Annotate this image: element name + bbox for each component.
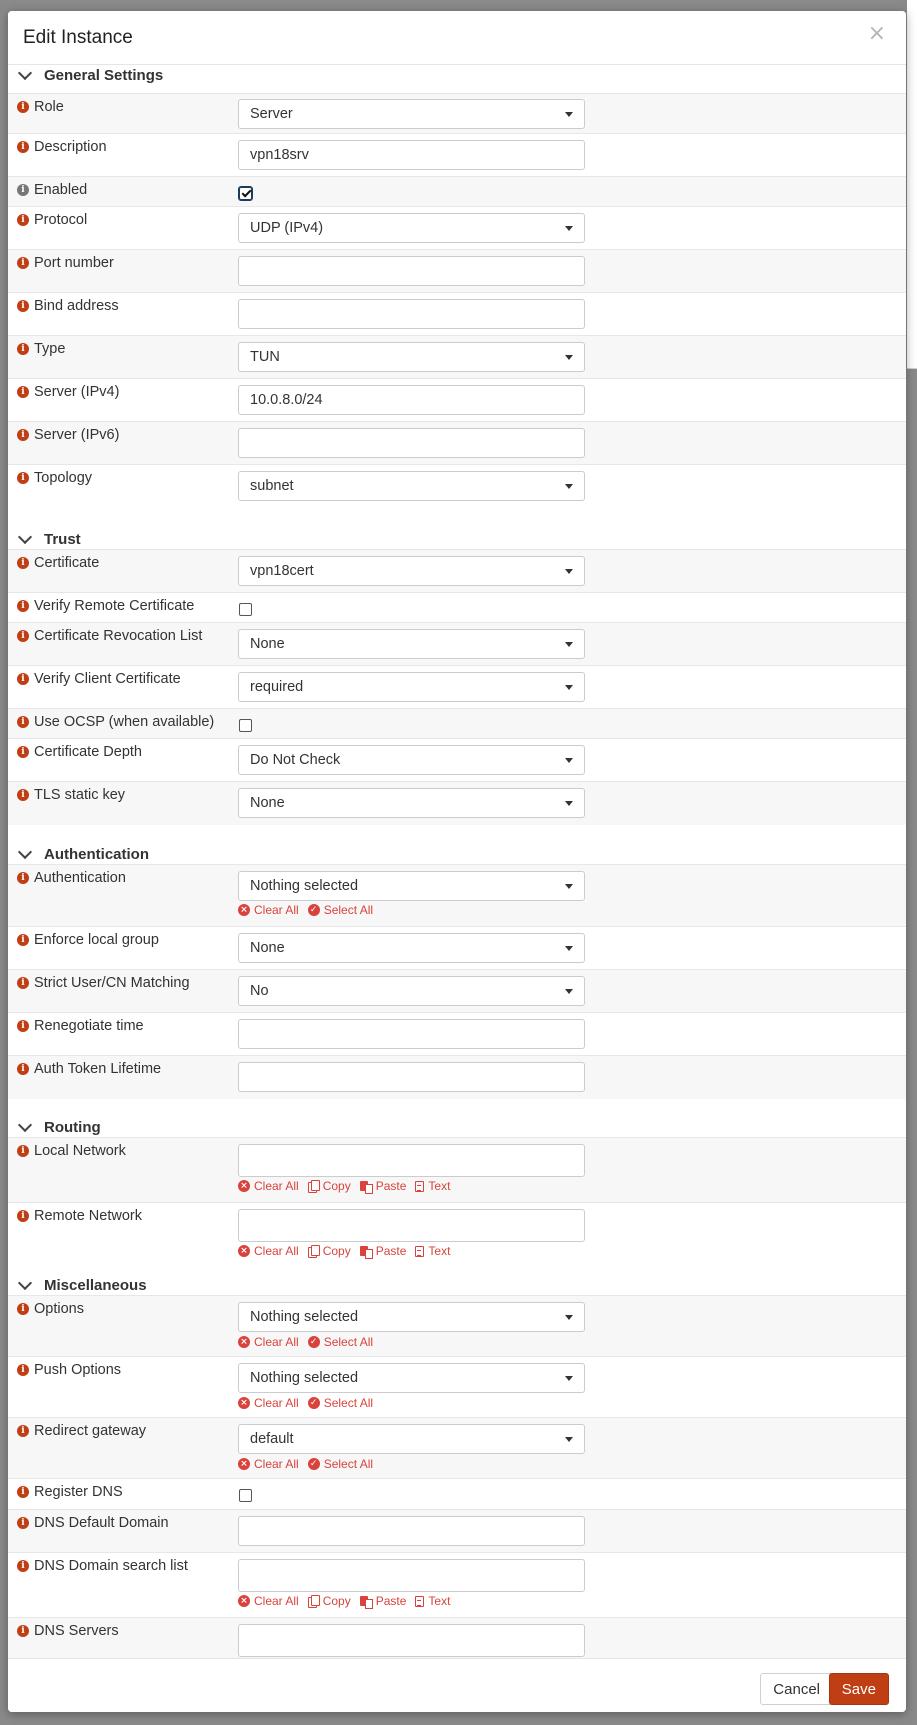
info-icon[interactable]: i <box>17 977 29 989</box>
field-label: Topology <box>34 470 93 486</box>
field-label: Type <box>34 341 66 357</box>
select-all-link[interactable] <box>308 1457 373 1471</box>
section-miscellaneous[interactable] <box>8 1273 906 1297</box>
info-icon[interactable]: i <box>17 1210 29 1222</box>
redirect-gateway-select[interactable] <box>238 1424 585 1454</box>
info-icon[interactable]: i <box>17 630 29 642</box>
field-label: Register DNS <box>34 1484 123 1500</box>
field-label: Description <box>34 139 107 155</box>
text-link[interactable] <box>415 1594 450 1608</box>
caret-down-icon <box>565 884 573 889</box>
select-tools <box>238 1396 382 1410</box>
paste-link[interactable] <box>360 1244 407 1258</box>
tool-label: Clear All <box>254 903 299 917</box>
select-value: subnet <box>250 478 294 494</box>
info-icon[interactable]: i <box>17 1560 29 1572</box>
info-icon[interactable]: i <box>17 1364 29 1376</box>
field-label: Verify Client Certificate <box>34 671 181 687</box>
row-bind-address <box>8 292 906 336</box>
select-value: TUN <box>250 349 280 365</box>
field-label: Auth Token Lifetime <box>34 1061 162 1077</box>
row-dns-servers <box>8 1617 906 1659</box>
server-ipv6-input[interactable] <box>238 428 585 458</box>
info-icon[interactable]: i <box>17 1486 29 1498</box>
crl-select[interactable] <box>238 629 585 659</box>
caret-down-icon <box>565 1376 573 1381</box>
row-local-network <box>8 1137 906 1203</box>
clear-all-link[interactable] <box>238 1396 299 1410</box>
save-button[interactable]: Save <box>829 1673 889 1705</box>
chevron-down-icon <box>18 530 32 544</box>
type-select[interactable] <box>238 342 585 372</box>
tool-label: Clear All <box>254 1335 299 1349</box>
renegotiate-time-input[interactable] <box>238 1019 585 1049</box>
row-tls-static-key <box>8 781 906 825</box>
row-renegotiate-time <box>8 1012 906 1056</box>
tool-label: Clear All <box>254 1396 299 1410</box>
caret-down-icon <box>565 226 573 231</box>
topology-select[interactable] <box>238 471 585 501</box>
caret-down-icon <box>565 946 573 951</box>
text-link[interactable] <box>415 1244 450 1258</box>
tool-label: Text <box>428 1594 451 1608</box>
clear-icon: × <box>238 1245 250 1257</box>
section-trust[interactable] <box>8 527 906 551</box>
select-tools <box>238 903 382 917</box>
select-all-link[interactable] <box>308 903 373 917</box>
clear-all-link[interactable] <box>238 1179 299 1193</box>
remote-network-textarea[interactable] <box>238 1209 585 1242</box>
section-general-settings[interactable] <box>8 65 906 87</box>
field-label: Options <box>34 1301 84 1317</box>
modal-title: Edit Instance <box>23 27 133 48</box>
background-page-strip <box>907 0 917 105</box>
row-authentication <box>8 864 906 927</box>
tool-label: Text <box>428 1179 451 1193</box>
row-push-options <box>8 1356 906 1418</box>
info-icon[interactable]: i <box>17 673 29 685</box>
tool-label: Select All <box>323 1457 374 1471</box>
info-icon[interactable]: i <box>17 934 29 946</box>
row-remote-network <box>8 1202 906 1268</box>
dns-domain-search-list-textarea[interactable] <box>238 1559 585 1592</box>
chevron-down-icon <box>18 1118 32 1132</box>
select-value: None <box>250 940 285 956</box>
field-label: Enforce local group <box>34 932 159 948</box>
caret-down-icon <box>565 1315 573 1320</box>
field-label: Authentication <box>34 870 126 886</box>
clear-all-link[interactable] <box>238 1244 299 1258</box>
select-value: Nothing selected <box>250 878 359 894</box>
section-title: General Settings <box>44 66 164 84</box>
select-value: None <box>250 795 285 811</box>
select-value: UDP (IPv4) <box>250 220 324 236</box>
options-select[interactable] <box>238 1302 585 1332</box>
verify-client-certificate-select[interactable] <box>238 672 585 702</box>
info-icon[interactable]: i <box>17 1145 29 1157</box>
row-role <box>8 93 906 134</box>
modal-footer <box>8 1658 906 1712</box>
info-icon[interactable]: i <box>17 429 29 441</box>
info-icon[interactable]: i <box>17 214 29 226</box>
role-select[interactable] <box>238 99 585 129</box>
info-icon[interactable]: i <box>17 386 29 398</box>
select-all-link[interactable] <box>308 1396 373 1410</box>
edit-instance-modal <box>8 11 906 1712</box>
modal-header <box>8 11 906 65</box>
field-label: Renegotiate time <box>34 1018 144 1034</box>
tool-label: Select All <box>323 903 374 917</box>
caret-down-icon <box>565 355 573 360</box>
field-label: Server (IPv4) <box>34 384 120 400</box>
tls-static-key-select[interactable] <box>238 788 585 818</box>
section-title: Routing <box>44 1118 101 1136</box>
info-icon[interactable]: i <box>17 300 29 312</box>
certificate-select[interactable] <box>238 556 585 586</box>
field-label: TLS static key <box>34 787 126 803</box>
info-icon[interactable]: i <box>17 101 29 113</box>
clear-icon: × <box>238 904 250 916</box>
info-icon[interactable]: i <box>17 472 29 484</box>
row-description <box>8 133 906 177</box>
paste-link[interactable] <box>360 1594 407 1608</box>
info-icon[interactable]: i <box>17 1020 29 1032</box>
caret-down-icon <box>565 642 573 647</box>
file-text-icon <box>415 1596 424 1607</box>
clear-icon: × <box>238 1397 250 1409</box>
row-certificate-depth <box>8 738 906 782</box>
caret-down-icon <box>565 801 573 806</box>
clear-icon: × <box>238 1595 250 1607</box>
info-icon[interactable]: i <box>17 141 29 153</box>
clear-icon: × <box>238 1458 250 1470</box>
row-strict-cn-matching <box>8 969 906 1013</box>
tool-label: Copy <box>322 1594 351 1608</box>
select-value: Server <box>250 106 293 122</box>
row-enforce-local-group <box>8 926 906 970</box>
field-label: Port number <box>34 255 114 271</box>
caret-down-icon <box>565 112 573 117</box>
check-icon: ✓ <box>308 1336 320 1348</box>
copy-icon <box>308 1595 319 1607</box>
enforce-local-group-select[interactable] <box>238 933 585 963</box>
chevron-down-icon <box>18 66 32 80</box>
select-value: required <box>250 679 304 695</box>
local-network-textarea[interactable] <box>238 1144 585 1177</box>
row-redirect-gateway <box>8 1417 906 1479</box>
section-authentication[interactable] <box>8 842 906 866</box>
row-verify-remote-certificate <box>8 592 906 623</box>
select-value: default <box>250 1431 294 1447</box>
field-label: Redirect gateway <box>34 1423 147 1439</box>
chevron-down-icon <box>18 845 32 859</box>
tool-label: Select All <box>323 1335 374 1349</box>
clear-icon: × <box>238 1180 250 1192</box>
field-label: Bind address <box>34 298 119 314</box>
tokenize-tools <box>238 1179 459 1193</box>
caret-down-icon <box>565 569 573 574</box>
field-label: Local Network <box>34 1143 126 1159</box>
info-icon[interactable]: i <box>17 789 29 801</box>
modal-body <box>8 65 906 1659</box>
dns-default-domain-input[interactable] <box>238 1516 585 1546</box>
row-server-ipv6 <box>8 421 906 465</box>
row-dns-default-domain <box>8 1509 906 1553</box>
info-icon[interactable]: i <box>17 1425 29 1437</box>
close-icon[interactable]: × <box>867 21 886 46</box>
chevron-down-icon <box>18 1276 32 1290</box>
paste-link[interactable] <box>360 1179 407 1193</box>
copy-link[interactable] <box>308 1594 351 1608</box>
field-label: Certificate Depth <box>34 744 142 760</box>
paste-icon <box>360 1245 372 1257</box>
field-label: Server (IPv6) <box>34 427 120 443</box>
description-input[interactable] <box>238 140 585 170</box>
row-use-ocsp <box>8 708 906 739</box>
input-value: 10.0.8.0/24 <box>250 392 323 408</box>
tokenize-tools <box>238 1244 459 1258</box>
info-icon[interactable]: i <box>17 1063 29 1075</box>
register-dns-checkbox[interactable] <box>239 1489 252 1502</box>
row-server-ipv4 <box>8 378 906 422</box>
tool-label: Text <box>428 1244 451 1258</box>
select-value: No <box>250 983 269 999</box>
tool-label: Paste <box>375 1244 407 1258</box>
info-icon[interactable]: i <box>17 716 29 728</box>
info-icon[interactable]: i <box>17 557 29 569</box>
copy-icon <box>308 1245 319 1257</box>
caret-down-icon <box>565 1437 573 1442</box>
row-verify-client-certificate <box>8 665 906 709</box>
tool-label: Copy <box>322 1244 351 1258</box>
clear-all-link[interactable] <box>238 903 299 917</box>
protocol-select[interactable] <box>238 213 585 243</box>
section-title: Miscellaneous <box>44 1276 147 1294</box>
tool-label: Paste <box>375 1594 407 1608</box>
text-link[interactable] <box>415 1179 450 1193</box>
info-icon[interactable]: i <box>17 600 29 612</box>
clear-all-link[interactable] <box>238 1594 299 1608</box>
verify-remote-certificate-checkbox[interactable] <box>239 603 252 616</box>
authentication-select[interactable] <box>238 871 585 901</box>
row-enabled <box>8 176 906 207</box>
field-label: Verify Remote Certificate <box>34 598 195 614</box>
select-value: None <box>250 636 285 652</box>
row-dns-domain-search-list <box>8 1552 906 1618</box>
field-label: Certificate <box>34 555 100 571</box>
info-icon[interactable]: i <box>17 184 29 196</box>
info-icon[interactable]: i <box>17 1303 29 1315</box>
auth-token-lifetime-input[interactable] <box>238 1062 585 1092</box>
info-icon[interactable]: i <box>17 1517 29 1529</box>
row-options <box>8 1295 906 1357</box>
info-icon[interactable]: i <box>17 872 29 884</box>
select-value: Nothing selected <box>250 1370 359 1386</box>
field-label: Certificate Revocation List <box>34 628 203 644</box>
row-certificate <box>8 549 906 593</box>
caret-down-icon <box>565 989 573 994</box>
row-certificate-revocation-list <box>8 622 906 666</box>
strict-cn-matching-select[interactable] <box>238 976 585 1006</box>
tool-label: Select All <box>323 1396 374 1410</box>
caret-down-icon <box>565 685 573 690</box>
select-value: Nothing selected <box>250 1309 359 1325</box>
select-value: vpn18cert <box>250 563 314 579</box>
tool-label: Clear All <box>254 1179 299 1193</box>
paste-icon <box>360 1595 372 1607</box>
select-tools <box>238 1335 382 1349</box>
dns-servers-textarea[interactable] <box>238 1624 585 1657</box>
file-text-icon <box>415 1181 424 1192</box>
file-text-icon <box>415 1246 424 1257</box>
bind-address-input[interactable] <box>238 299 585 329</box>
field-label: Use OCSP (when available) <box>34 714 215 730</box>
field-label: Remote Network <box>34 1208 142 1224</box>
copy-link[interactable] <box>308 1179 351 1193</box>
port-number-input[interactable] <box>238 256 585 286</box>
caret-down-icon <box>565 758 573 763</box>
field-label: Role <box>34 99 64 115</box>
info-icon[interactable]: i <box>17 257 29 269</box>
caret-down-icon <box>565 484 573 489</box>
server-ipv4-input[interactable] <box>238 385 585 415</box>
certificate-depth-select[interactable] <box>238 745 585 775</box>
row-register-dns <box>8 1478 906 1510</box>
use-ocsp-checkbox[interactable] <box>239 719 252 732</box>
enabled-checkbox[interactable] <box>239 187 252 200</box>
clear-icon: × <box>238 1336 250 1348</box>
section-title: Authentication <box>44 845 149 863</box>
tool-label: Clear All <box>254 1244 299 1258</box>
field-label: DNS Domain search list <box>34 1558 188 1574</box>
row-protocol <box>8 206 906 250</box>
copy-link[interactable] <box>308 1244 351 1258</box>
clear-all-link[interactable] <box>238 1457 299 1471</box>
row-topology <box>8 464 906 508</box>
clear-all-link[interactable] <box>238 1335 299 1349</box>
select-value: Do Not Check <box>250 752 341 768</box>
row-port-number <box>8 249 906 293</box>
tool-label: Paste <box>375 1179 407 1193</box>
field-label: DNS Servers <box>34 1623 119 1639</box>
row-type <box>8 335 906 379</box>
section-routing[interactable] <box>8 1115 906 1139</box>
tokenize-tools <box>238 1594 459 1608</box>
push-options-select[interactable] <box>238 1363 585 1393</box>
paste-icon <box>360 1180 372 1192</box>
field-label: DNS Default Domain <box>34 1515 169 1531</box>
info-icon[interactable]: i <box>17 343 29 355</box>
check-icon: ✓ <box>308 1397 320 1409</box>
tool-label: Clear All <box>254 1594 299 1608</box>
field-label: Enabled <box>34 182 88 198</box>
copy-icon <box>308 1180 319 1192</box>
row-auth-token-lifetime <box>8 1055 906 1099</box>
background-page-strip <box>907 104 917 369</box>
tool-label: Clear All <box>254 1457 299 1471</box>
select-tools <box>238 1457 382 1471</box>
info-icon[interactable]: i <box>17 1625 29 1637</box>
tool-label: Copy <box>322 1179 351 1193</box>
section-title: Trust <box>44 530 81 548</box>
cancel-button[interactable]: Cancel <box>760 1673 833 1705</box>
select-all-link[interactable] <box>308 1335 373 1349</box>
check-icon: ✓ <box>308 1458 320 1470</box>
field-label: Protocol <box>34 212 88 228</box>
field-label: Strict User/CN Matching <box>34 975 190 991</box>
info-icon[interactable]: i <box>17 746 29 758</box>
field-label: Push Options <box>34 1362 122 1378</box>
input-value: vpn18srv <box>250 147 309 163</box>
check-icon: ✓ <box>308 904 320 916</box>
